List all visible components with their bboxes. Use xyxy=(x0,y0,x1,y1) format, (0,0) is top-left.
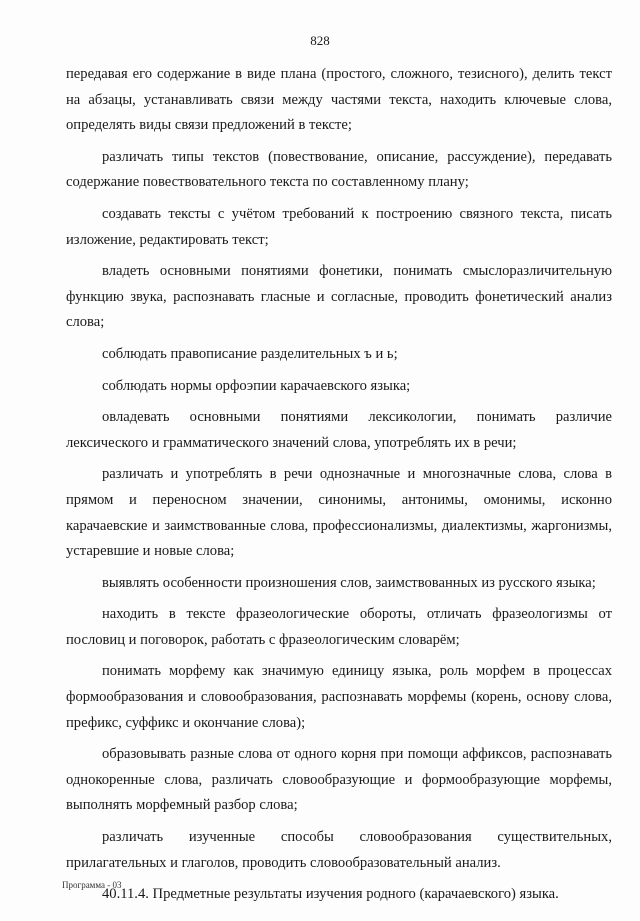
page-footer: Программа - 03 xyxy=(62,880,122,890)
paragraph: владеть основными понятиями фонетики, понимать смыслоразличительную функцию звука, распознавать гласные и согласные, проводить фонетический анализ слова; xyxy=(66,263,612,331)
paragraph: образовывать разные слова от одного корня при помощи аффиксов, распознавать однокоренные слова, различать словообразующие и формообразующие морфемы, выполнять морфемный разбор слова; xyxy=(66,746,612,814)
paragraph: различать типы текстов (повествование, описание, рассуждение), передавать содержание повествовательного текста по составленному плану; xyxy=(66,148,612,191)
section-heading: 40.11.4. Предметные результаты изучения родного (карачаевского) языка. xyxy=(102,886,559,903)
paragraph: различать изученные способы словообразования существительных, прилагательных и глаголов, проводить словообразовательный анализ. xyxy=(66,829,612,871)
paragraph: понимать морфему как значимую единицу языка, роль морфем в процессах формообразования и словообразования, распознавать морфемы (корень, основу слова, префикс, суффикс и окончание слова); xyxy=(66,663,612,731)
paragraph: находить в тексте фразеологические обороты, отличать фразеологизмы от пословиц и поговорок, работать с фразеологическим словарём; xyxy=(66,606,612,648)
paragraph: соблюдать нормы орфоэпии карачаевского языка; xyxy=(102,377,411,394)
paragraph: создавать тексты с учётом требований к построению связного текста, писать изложение, редактировать текст; xyxy=(66,205,612,248)
paragraph: овладевать основными понятиями лексикологии, понимать различие лексического и грамматического значений слова, употреблять их в речи; xyxy=(66,409,612,451)
paragraph: передавая его содержание в виде плана (простого, сложного, тезисного), делить текст на абзацы, устанавливать связи между частями текста, находить ключевые слова, определять виды связи предложений в тексте; xyxy=(66,66,612,134)
page-number: 828 xyxy=(310,33,330,48)
paragraph: соблюдать правописание разделительных ъ и ь; xyxy=(102,345,398,362)
paragraph: различать и употреблять в речи однозначные и многозначные слова, слова в прямом и переносном значении, синонимы, антонимы, омонимы, исконно карачаевские и заимствованные слова, профессионализмы, диалектизмы, жаргонизмы, устаревшие и новые слова; xyxy=(66,466,612,560)
page-body xyxy=(66,62,612,908)
paragraph: выявлять особенности произношения слов, заимствованных из русского языка; xyxy=(102,574,596,591)
